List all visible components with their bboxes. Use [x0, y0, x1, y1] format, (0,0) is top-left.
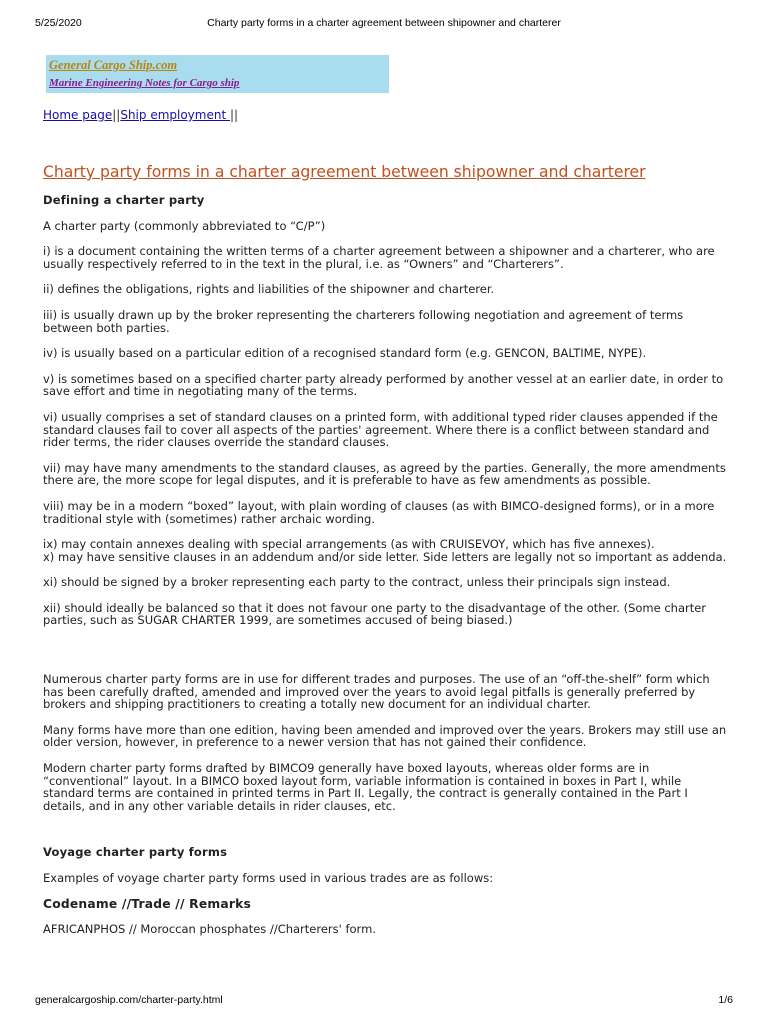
section-heading-voyage: Voyage charter party forms — [43, 845, 228, 860]
paragraph-vi: vi) usually comprises a set of standard clauses on a printed form, with additional typed rider clauses appended if the standard clauses fail to cover all aspects of the parties' agreement. Where there is a conflict between standard and rider terms, the rider clauses override the standard clauses. — [43, 409, 718, 450]
list-item-africanphos: AFRICANPHOS // Moroccan phosphates //Charterers' form. — [43, 922, 376, 937]
home-page-link[interactable]: Home page — [43, 108, 113, 122]
print-footer — [0, 994, 768, 1014]
paragraph-x: x) may have sensitive clauses in an addendum and/or side letter. Side letters are legally not so important as addenda. — [43, 549, 727, 564]
paragraph-examples: Examples of voyage charter party forms used in various trades are as follows: — [43, 871, 494, 885]
nav-separator: || — [229, 108, 239, 122]
ship-employment-link[interactable]: Ship employment — [120, 108, 230, 122]
site-banner[interactable] — [46, 55, 389, 93]
paragraph-many-forms: Many forms have more than one edition, having been amended and improved over the years. Brokers may still use an older version, however, in preference to a newer version that has not gained their confidence. — [43, 722, 727, 750]
paragraph-intro: A charter party (commonly abbreviated to “C/P”) — [43, 218, 326, 233]
page-title: Charty party forms in a charter agreement between shipowner and charterer — [43, 163, 646, 181]
paragraph-ix: ix) may contain annexes dealing with special arrangements (as with CRUISEVOY, which has five annexes). — [43, 537, 655, 552]
print-url: generalcargoship.com/charter-party.html — [35, 994, 223, 1006]
print-header — [0, 0, 768, 40]
paragraph-v: v) is sometimes based on a specified charter party already performed by another vessel at an earlier date, in order to save effort and time in negotiating many of the terms. — [43, 371, 724, 399]
paragraph-numerous: Numerous charter party forms are in use for different trades and purposes. The use of an “off-the-shelf” form which has been carefully drafted, amended and improved over the years to avoid legal pitfalls is generally preferred by brokers and shipping practitioners to creating a totally new document for an individual charter. — [43, 672, 710, 712]
table-heading-codename: Codename //Trade // Remarks — [43, 896, 252, 911]
paragraph-ii: ii) defines the obligations, rights and liabilities of the shipowner and charterer. — [43, 282, 495, 297]
paragraph-xi: xi) should be signed by a broker representing each party to the contract, unless their principals sign instead. — [43, 575, 671, 590]
banner-tagline[interactable]: Marine Engineering Notes for Cargo ship — [49, 77, 240, 89]
paragraph-i: i) is a document containing the written terms of a charter agreement between a shipowner and a charterer, who are usually respectively referred to in the text in the plural, i.e. as “Owners” and “Charterers”. — [43, 244, 715, 271]
paragraph-modern-forms: Modern charter party forms drafted by BIMCO9 generally have boxed layouts, whereas older forms are in “conventional” layout. In a BIMCO boxed layout form, variable information is contained in boxes in Part I, while standard terms are contained in printed terms in Part II. Legally, the contract is generally contained in the Part I details, and in any other variable details in rider clauses, etc. — [43, 761, 688, 813]
section-heading-defining: Defining a charter party — [43, 193, 205, 207]
article-body — [43, 194, 733, 936]
paragraph-iv: iv) is usually based on a particular edition of a recognised standard form (e.g. GENCON, BALTIME, NYPE). — [43, 346, 647, 361]
nav-separator: || — [112, 108, 121, 122]
paragraph-xii: xii) should ideally be balanced so that it does not favour one party to the disadvantage of the other. (Some charter parties, such as SUGAR CHARTER 1999, are sometimes accused of being biased.) — [43, 600, 707, 628]
breadcrumb-nav — [43, 108, 238, 122]
paragraph-viii: viii) may be in a modern “boxed” layout, with plain wording of clauses (as with BIMCO-designed forms), or in a more traditional style with (sometimes) rather archaic wording. — [43, 498, 715, 526]
paragraph-vii: vii) may have many amendments to the standard clauses, as agreed by the parties. Generally, the more amendments there are, the more scope for legal disputes, and it is preferable to have as few amendments as possible. — [43, 460, 726, 488]
print-date: 5/25/2020 — [35, 17, 82, 29]
paragraph-iii: iii) is usually drawn up by the broker representing the charterers following negotiation and agreement of terms between both parties. — [43, 307, 684, 335]
banner-site-name[interactable]: General Cargo Ship.com — [49, 58, 178, 72]
page-number: 1/6 — [718, 994, 733, 1006]
print-title: Charty party forms in a charter agreement between shipowner and charterer — [207, 17, 561, 29]
